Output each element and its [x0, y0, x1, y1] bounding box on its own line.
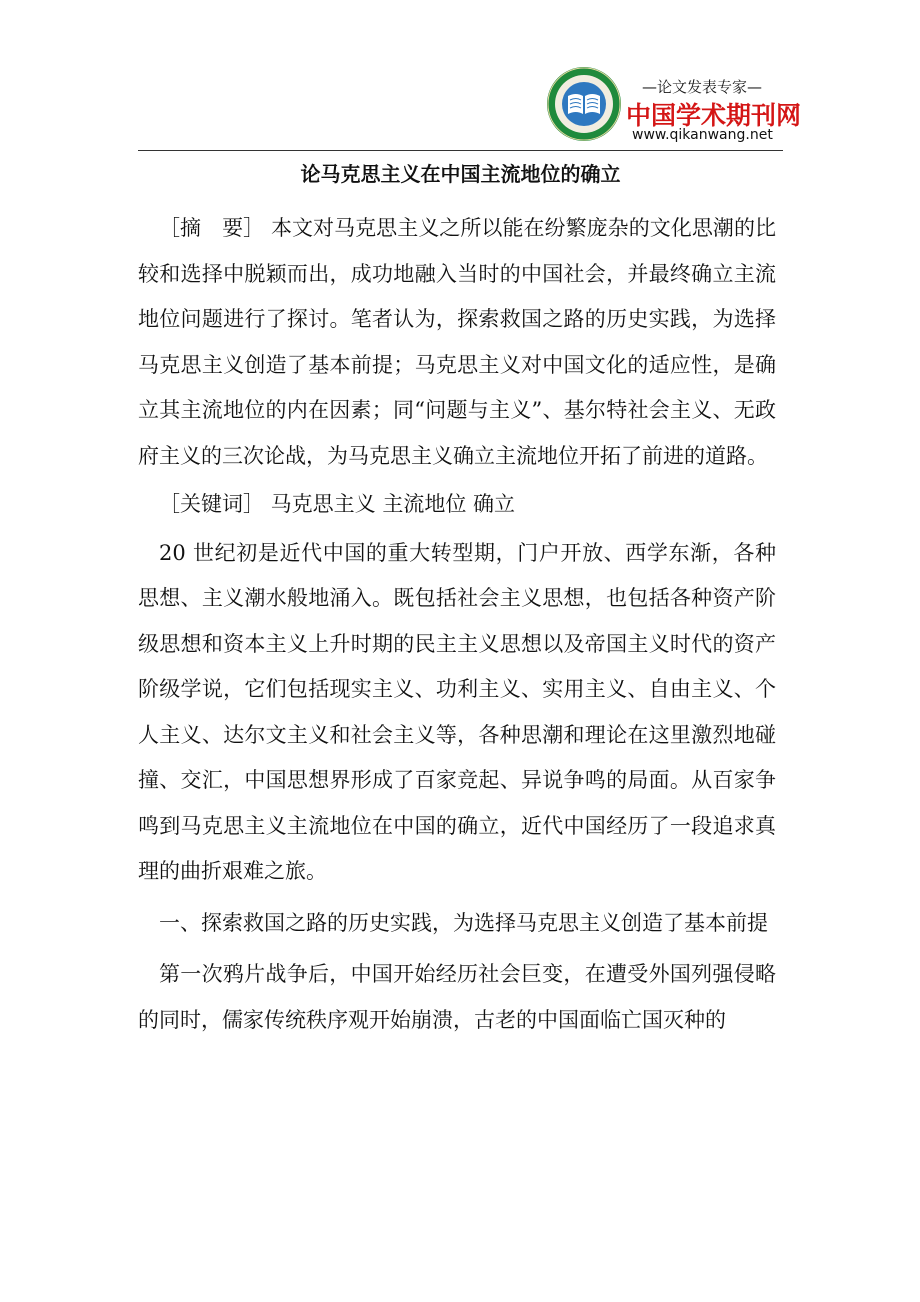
journal-seal-icon [546, 66, 622, 142]
site-logo [546, 66, 802, 146]
keywords-paragraph: ［关键词］ 马克思主义 主流地位 确立 [159, 492, 516, 516]
logo-tagline: —论文发表专家— [641, 78, 762, 96]
logo-url: www.qikanwang.net [632, 127, 773, 143]
intro-paragraph: 20 世纪初是近代中国的重大转型期，门户开放、西学东渐，各种思想、主义潮水般地涌入。既包括社会主义思想，也包括各种资产阶级思想和资本主义上升时期的民主主义思想以及帝国主义时代的资产阶级学说，它们包括现实主义、功利主义、实用主义、自由主义、个人主义、达尔文主义和社会主义等，各种思潮和理论在这里激烈地碰撞、交汇，中国思想界形成了百家竞起、异说争鸣的局面。从百家争鸣到马克思主义主流地位在中国的确立，近代中国经历了一段追求真理的曲折艰难之旅。 [138, 540, 776, 883]
body-paragraph: 第一次鸦片战争后，中国开始经历社会巨变，在遭受外国列强侵略的同时，儒家传统秩序观开始崩溃，古老的中国面临亡国灭种的 [138, 962, 776, 1032]
logo-brand-name: 中国学术期刊网 [626, 101, 802, 130]
abstract-paragraph: ［摘 要］ 本文对马克思主义之所以能在纷繁庞杂的文化思潮的比较和选择中脱颖而出，成功地融入当时的中国社会，并最终确立主流地位问题进行了探讨。笔者认为，探索救国之路的历史实践，为选择马克思主义创造了基本前提；马克思主义对中国文化的适应性，是确立其主流地位的内在因素；同“问题与主义”、基尔特社会主义、无政府主义的三次论战，为马克思主义确立主流地位开拓了前进的道路。 [138, 216, 776, 468]
section-heading: 一、探索救国之路的历史实践，为选择马克思主义创造了基本前提 [159, 910, 768, 935]
article-title: 论马克思主义在中国主流地位的确立 [300, 162, 621, 186]
article-body [138, 206, 776, 1043]
header-divider [138, 150, 783, 151]
